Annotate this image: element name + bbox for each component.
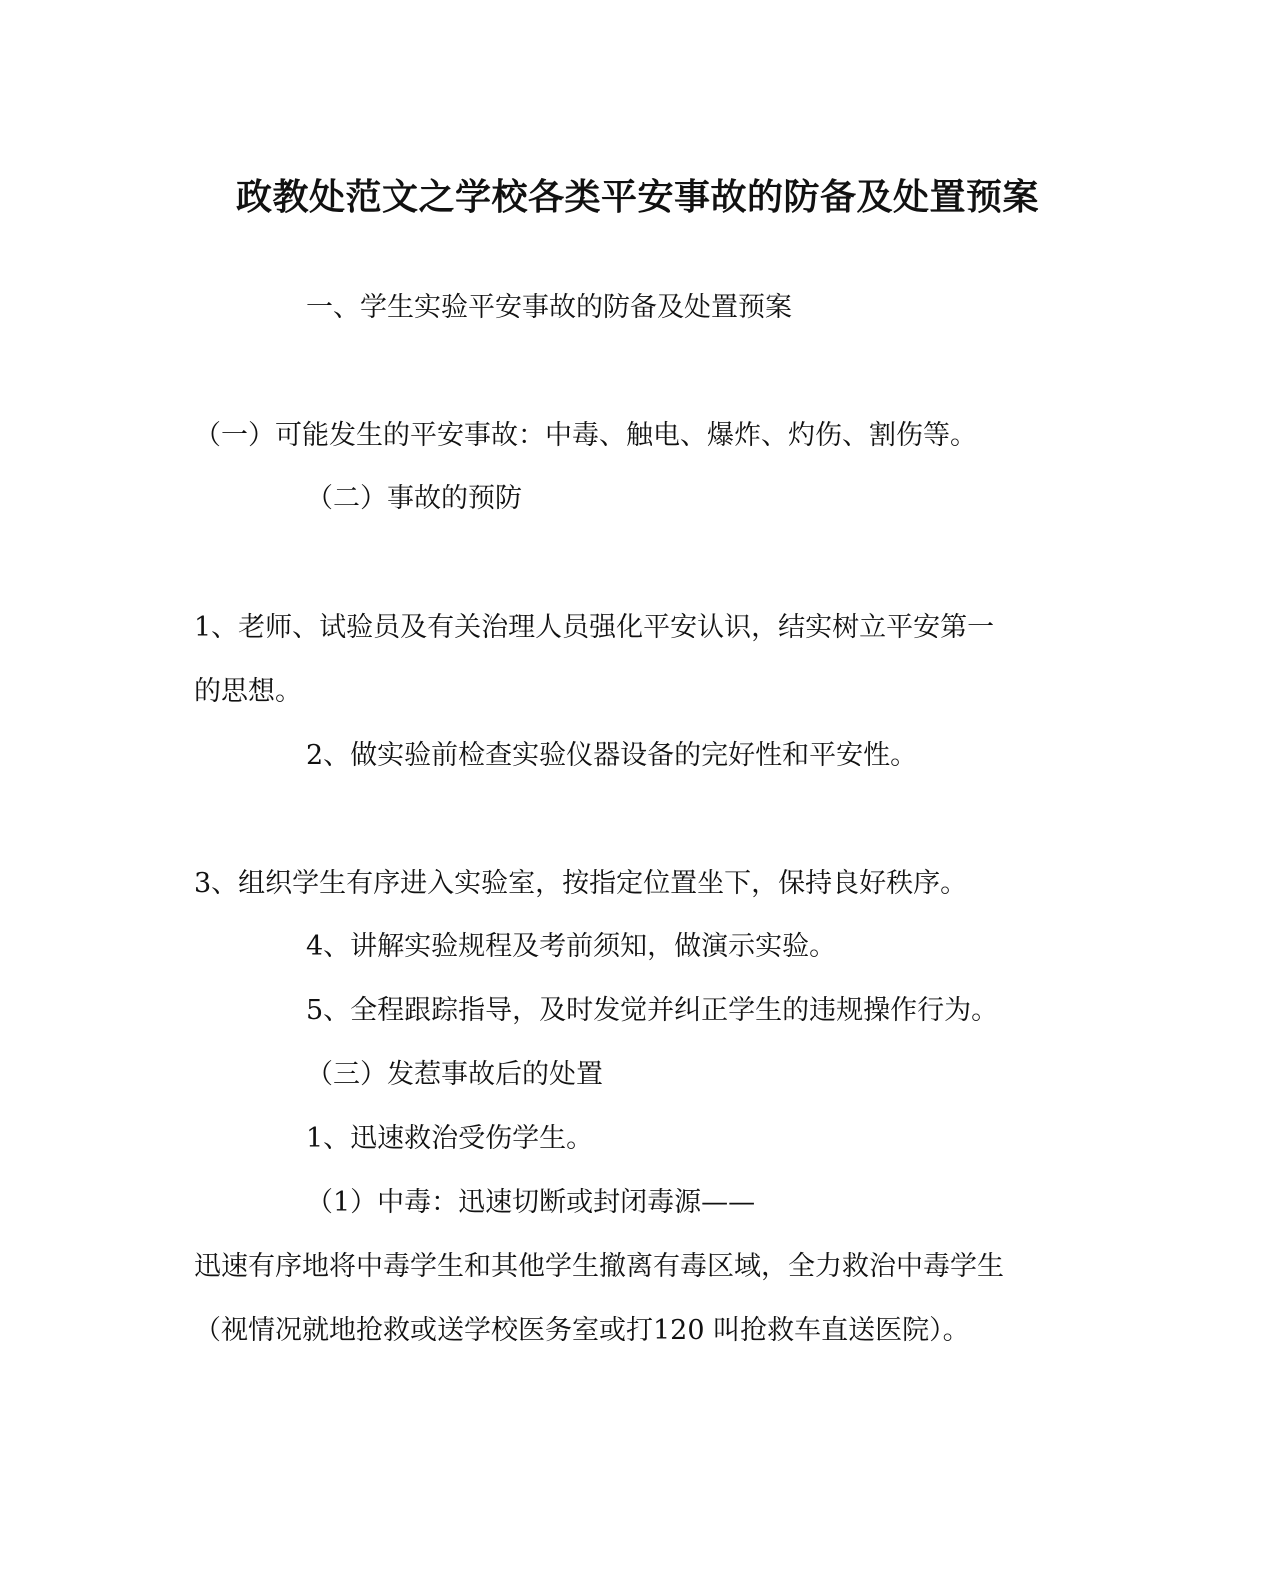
handling-item-1-poisoning-cont-2: （视情况就地抢救或送学校医务室或打120 叫抢救车直送医院）。 <box>194 1315 970 1346</box>
prevention-item-4: 4、讲解实验规程及考前须知，做演示实验。 <box>306 931 837 962</box>
subsection-handling-heading: （三）发惹事故后的处置 <box>306 1059 603 1090</box>
section-heading-1: 一、学生实验平安事故的防备及处置预案 <box>306 292 792 323</box>
prevention-item-3: 3、组织学生有序进入实验室，按指定位置坐下，保持良好秩序。 <box>194 868 968 899</box>
prevention-item-1: 1、老师、试验员及有关治理人员强化平安认识，结实树立平安第一 <box>194 612 995 643</box>
prevention-item-5: 5、全程跟踪指导，及时发觉并纠正学生的违规操作行为。 <box>306 995 999 1026</box>
subsection-prevention-heading: （二）事故的预防 <box>306 483 522 514</box>
handling-item-1: 1、迅速救治受伤学生。 <box>306 1123 594 1154</box>
document-title: 政教处范文之学校各类平安事故的防备及处置预案 <box>235 176 1039 218</box>
handling-item-1-poisoning: （1）中毒：迅速切断或封闭毒源—— <box>306 1187 756 1218</box>
handling-item-1-poisoning-cont: 迅速有序地将中毒学生和其他学生撤离有毒区域，全力救治中毒学生 <box>194 1251 1004 1282</box>
prevention-item-1-cont: 的思想。 <box>194 676 302 707</box>
prevention-item-2: 2、做实验前检查实验仪器设备的完好性和平安性。 <box>306 740 918 771</box>
subsection-possible-accidents: （一）可能发生的平安事故：中毒、触电、爆炸、灼伤、割伤等。 <box>194 420 977 451</box>
